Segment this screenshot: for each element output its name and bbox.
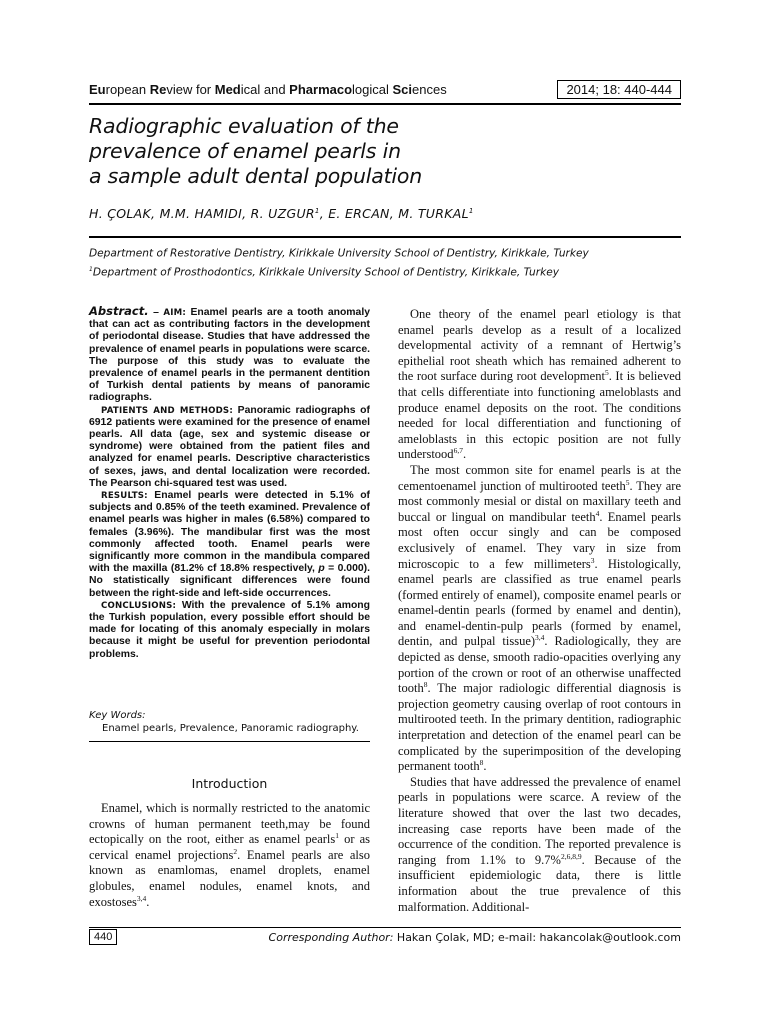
- keywords-label: Key Words:: [89, 710, 146, 721]
- affiliations: [89, 243, 589, 280]
- abstract-label: PATIENTS AND METHODS:: [101, 405, 233, 416]
- abstract-results: RESULTS: Enamel pearls were detected in 5.1% of subjects and 0.85% of the teeth examined. Prevalence of enamel pearls was higher in males (6.58%) compared to females (3.96%). The mandibular first was the most commonly affected tooth. Enamel pearls were significantly more common in the mandibula compared with the maxilla (81.2% cf 18.8% respectively, p = 0.000). No statistically significant differences were found between the right-side and left-side occurrences.: [89, 490, 370, 599]
- corresponding-author: Corresponding Author: Hakan Çolak, MD; e-mail: hakancolak@outlook.com: [268, 931, 681, 944]
- body-paragraph: The most common site for enamel pearls is at the cementoenamel junction of multirooted teeth$^5$. They are most commonly mesial or distal on maxillary teeth and buccal or lingual on mandibular teeth$^4$. Enamel pearls most often occur singly and can be composed exclusively of enamel. They vary in size from microscopic to a few millimeters$^3$. Histologically, enamel pearls are classified as true enamel pearls (formed entirely of enamel), composite enamel pearls or enamel-dentin pearls (formed by enamel and dentin), and enamel-dentin-pulp pearls (formed by enamel, dentin, and pulpal tissue)$^{3,4}$. Radiologically, they are depicted as dense, smooth radio-opacities overlying any portion of the crown or root of an otherwise unaffected tooth$^8$. The major radiologic differential diagnosis is projection geometry causing overlap of root contours in multirooted teeth. In the primary dentition, radiographic interpretation and detection of the enamel pearl can be complicated by the superimposition of the developing permanent tooth$^8$.: [398, 462, 682, 774]
- abstract-label: CONCLUSIONS:: [101, 600, 177, 611]
- abstract-conclusions: CONCLUSIONS: With the prevalence of 5.1% among the Turkish population, every possible effort should be made for locating of this anomaly especially in molars because it might be useful for prevention periodontal problems.: [89, 599, 370, 660]
- abstract-heading: Abstract.: [89, 304, 149, 318]
- author-divider: [89, 236, 681, 238]
- body-paragraph: Studies that have addressed the prevalence of enamel pearls in populations were scarce. A review of the literature showed that over the last two decades, increasing case reports have been made of the occurrence of the condition. The reported prevalence is ranging from 1.1% to 9.7%$^{2,6,8,9}$. Because of the insufficient epidemiologic data, there is little information about the true prevalence of this malformation. Additional-: [398, 774, 682, 914]
- abstract-label: AIM:: [163, 308, 186, 318]
- abstract: [89, 305, 370, 661]
- body-paragraph: One theory of the enamel pearl etiology is that enamel pearls develop as a result of a localized developmental activity of a remnant of Hertwig’s epithelial root sheath which has remained adherent to the root surface during root development$^5$. It is believed that cells differentiate into functioning ameloblasts and produce enamel deposits on the root. The conditions needed for local differentiation and functioning of ameloblasts in this ectopic position are not fully understood$^{6,7}$.: [398, 307, 681, 462]
- article-title: [89, 114, 649, 189]
- title-line: Radiographic evaluation of the: [89, 114, 399, 138]
- left-column: [89, 304, 371, 909]
- keywords-list: Enamel pearls, Prevalence, Panoramic radiography.: [102, 723, 359, 734]
- body-paragraph: Enamel, which is normally restricted to the anatomic crowns of human permanent teeth,may be found ectopically on the root, either as enamel pearls$^1$ or as cervical enamel projections$^2$. Enamel pearls are also known as enamlomas, enamel droplets, enamel globules, enamel nodules, enamel knots, and exostoses$^{3,4}$.: [89, 801, 371, 909]
- abstract-label: RESULTS:: [101, 491, 148, 502]
- journal-header: [89, 80, 681, 104]
- affiliation: Department of Restorative Dentistry, Kirikkale University School of Dentistry, Kirikkale, Turkey: [89, 247, 589, 260]
- page-number: 440: [89, 929, 117, 945]
- keywords-divider: [89, 741, 370, 742]
- footer-divider: [89, 927, 681, 928]
- abstract-aim: Abstract. – AIM: Enamel pearls are a tooth anomaly that can act as contributing factors in the development of periodontal disease. Studies that have addressed the prevalence of enamel pearls in populations were scarce. The purpose of this study was to evaluate the prevalence of enamel pearls in the permanent dentition of Turkish dental patients by means of panoramic radiographs.: [89, 304, 370, 404]
- header-divider: [89, 103, 681, 105]
- journal-name: European Review for Medical and Pharmacological Sciences: [89, 82, 447, 97]
- right-column: [398, 307, 681, 915]
- abstract-methods: PATIENTS AND METHODS: Panoramic radiographs of 6912 patients were examined for the presence of enamel pearls. All data (age, sex and systemic disease or syndrome) were obtained from the patient files and analyzed for enamel pearls. Descriptive characteristics of sexes, jaws, and dental localization were recorded. The Pearson chi-squared test was used.: [89, 404, 370, 489]
- keywords: [89, 709, 359, 735]
- title-line: a sample adult dental population: [89, 164, 423, 188]
- author-list: H. ÇOLAK, M.M. HAMIDI, R. UZGUR$^1$, E. ERCAN, M. TURKAL$^1$: [89, 206, 474, 221]
- affiliation: $^1$Department of Prosthodontics, Kirikkale University School of Dentistry, Kirikkale, Turkey: [89, 265, 560, 279]
- journal-reference: 2014; 18: 440-444: [557, 80, 681, 99]
- title-line: prevalence of enamel pearls in: [89, 139, 401, 163]
- section-heading-introduction: Introduction: [191, 776, 268, 791]
